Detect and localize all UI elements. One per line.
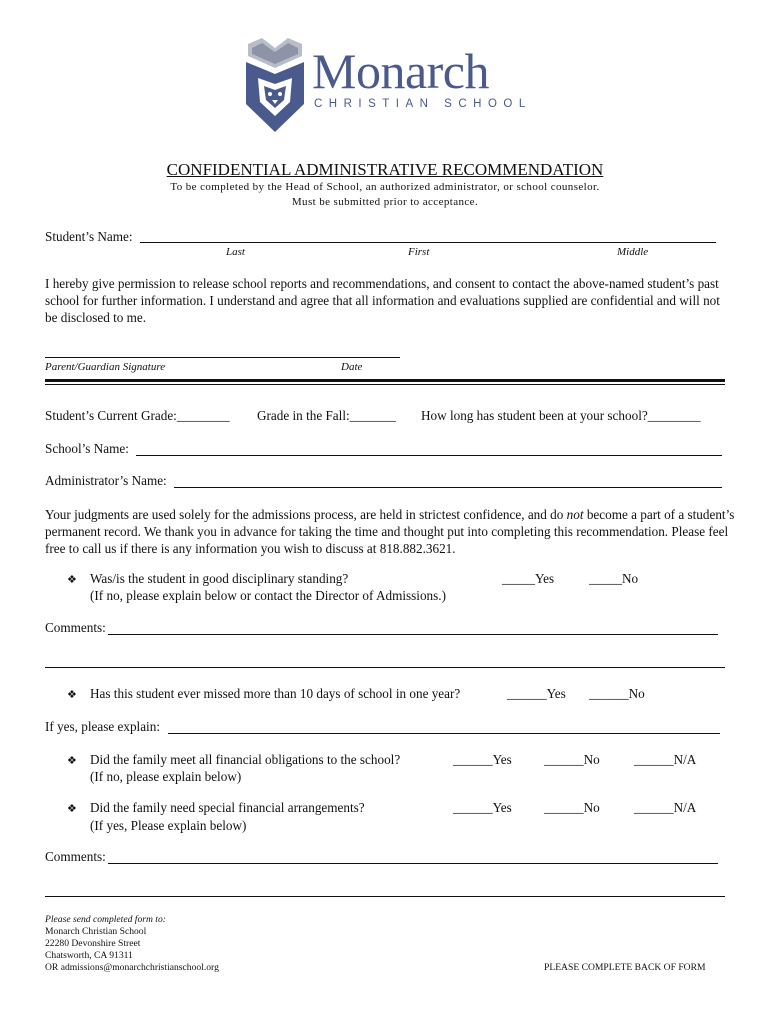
q1-note: (If no, please explain below or contact the Director of Admissions.)	[90, 588, 446, 603]
comments2-field-line-2[interactable]	[45, 896, 725, 897]
student-name-field[interactable]	[140, 242, 716, 243]
parent-signature-label: Parent/Guardian Signature	[45, 361, 166, 373]
signature-date-label: Date	[341, 361, 363, 373]
q3-yes-option[interactable]: ______Yes	[453, 752, 512, 767]
q4-na-option[interactable]: ______N/A	[634, 800, 697, 815]
q1-yes-option[interactable]: _____Yes	[502, 571, 555, 586]
if-yes-label: If yes, please explain:	[45, 719, 160, 734]
q3-no-option[interactable]: ______No	[544, 752, 600, 767]
q3-na-option[interactable]: ______N/A	[634, 752, 697, 767]
judgments-text: Your judgments are used solely for the admissions process, are held in strictest confidence, and do not become a part of a student’s permanent record. We thank you in advance for taking the time and thought put into completing this recommendation. Please feel free to call us if there is any information you wish to discuss at 818.882.3621.	[45, 507, 735, 556]
footer-send-to: Please send completed form to:	[45, 914, 166, 925]
q4-no-option[interactable]: ______No	[544, 800, 600, 815]
q1-text: Was/is the student in good disciplinary standing?	[90, 571, 349, 586]
diamond-bullet-icon: ❖	[67, 574, 77, 586]
administrator-name-label: Administrator’s Name:	[45, 473, 167, 488]
q2-text: Has this student ever missed more than 10 days of school in one year?	[90, 686, 461, 701]
form-title: CONFIDENTIAL ADMINISTRATIVE RECOMMENDATION	[166, 160, 604, 179]
diamond-bullet-icon: ❖	[67, 803, 77, 815]
student-name-label: Student’s Name:	[45, 229, 133, 244]
diamond-bullet-icon: ❖	[67, 755, 77, 767]
comments-field-line-1[interactable]	[108, 634, 718, 635]
student-name-hint-middle: Middle	[617, 246, 649, 258]
lion-crest-icon	[244, 38, 306, 134]
footer-street: 22280 Devonshire Street	[45, 938, 141, 949]
permission-text: I hereby give permission to release school reports and recommendations, and consent to contact the above-named student’s past school for further information. I understand and agree that all information and evaluations supplied are confidential and will not be disclosed to me.	[45, 276, 720, 325]
comments-field-line-2[interactable]	[45, 667, 725, 668]
school-logo	[244, 38, 534, 134]
footer-school-name: Monarch Christian School	[45, 926, 147, 937]
q2-yes-option[interactable]: ______Yes	[507, 686, 566, 701]
q4-text: Did the family need special financial arrangements?	[90, 800, 365, 815]
q1-no-option[interactable]: _____No	[589, 571, 639, 586]
form-subtitle-1: To be completed by the Head of School, an authorized administrator, or school counselor.	[170, 181, 600, 193]
diamond-bullet-icon: ❖	[67, 689, 77, 701]
parent-signature-field[interactable]	[45, 357, 400, 358]
q4-note: (If yes, Please explain below)	[90, 818, 247, 833]
footer-city: Chatsworth, CA 91311	[45, 950, 133, 961]
comments-label-2: Comments:	[45, 849, 106, 864]
time-at-school-field[interactable]: How long has student been at your school?________	[421, 408, 701, 423]
logo-subtitle: CHRISTIAN SCHOOL	[314, 98, 532, 110]
current-grade-field[interactable]: Student’s Current Grade:________	[45, 408, 230, 423]
administrator-name-field[interactable]	[174, 487, 722, 488]
student-name-hint-last: Last	[226, 246, 245, 258]
school-name-label: School’s Name:	[45, 441, 129, 456]
q2-no-option[interactable]: ______No	[589, 686, 645, 701]
if-yes-field[interactable]	[168, 733, 720, 734]
q3-text: Did the family meet all financial obligations to the school?	[90, 752, 401, 767]
student-name-hint-first: First	[408, 246, 430, 258]
school-name-field[interactable]	[136, 455, 722, 456]
back-of-form-note: PLEASE COMPLETE BACK OF FORM	[544, 962, 706, 973]
footer-email: OR admissions@monarchchristianschool.org	[45, 962, 219, 973]
logo-wordmark: Monarch	[312, 43, 489, 99]
q3-note: (If no, please explain below)	[90, 769, 242, 784]
comments2-field-line-1[interactable]	[108, 863, 718, 864]
grade-fall-field[interactable]: Grade in the Fall:_______	[257, 408, 396, 423]
section-divider	[45, 379, 725, 385]
q4-yes-option[interactable]: ______Yes	[453, 800, 512, 815]
comments-label: Comments:	[45, 620, 106, 635]
form-subtitle-2: Must be submitted prior to acceptance.	[291, 196, 479, 208]
